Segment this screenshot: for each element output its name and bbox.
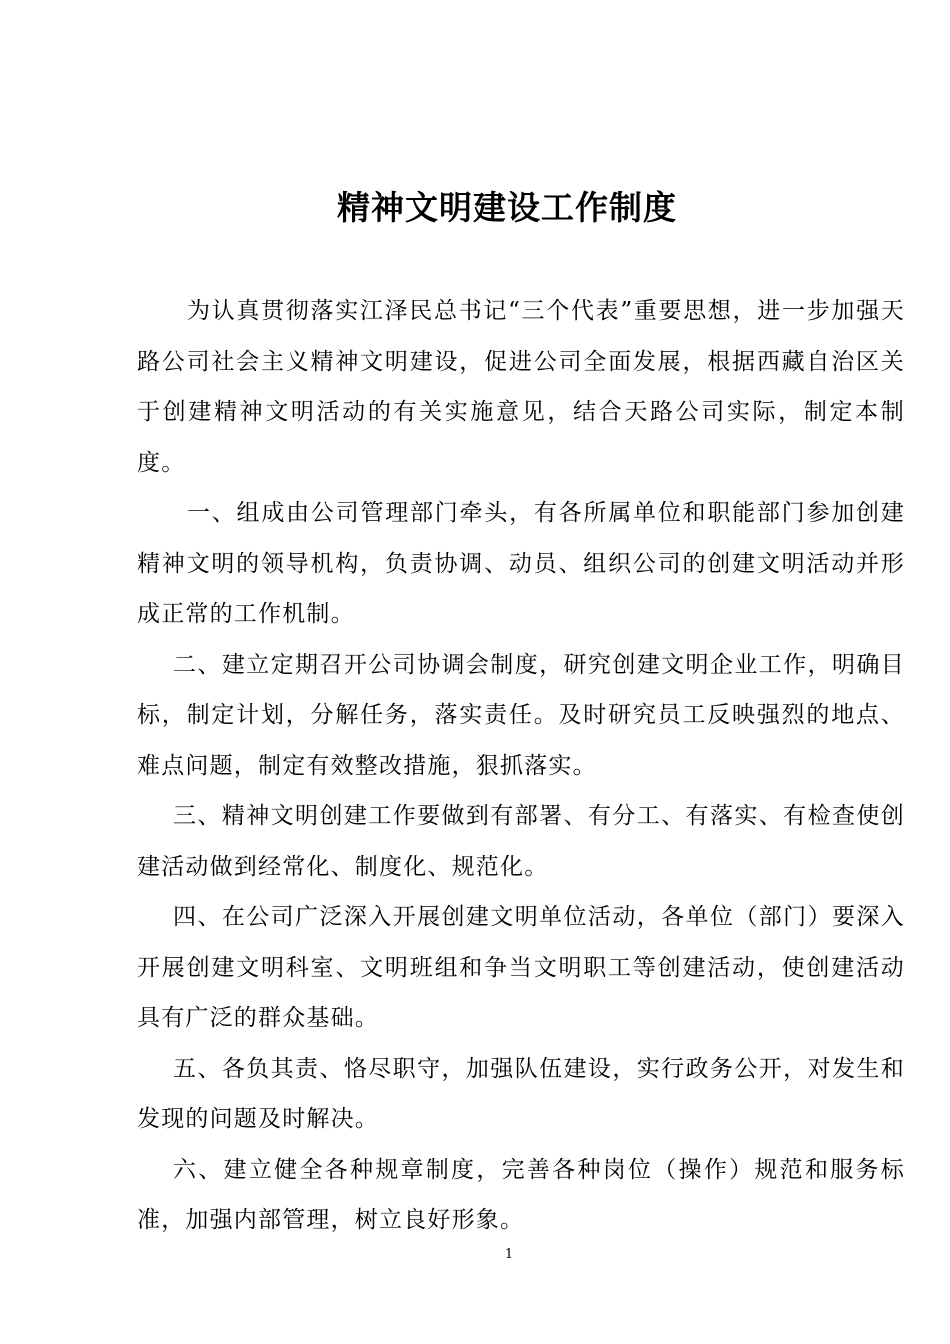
clause-3-paragraph: 三、精神文明创建工作要做到有部署、有分工、有落实、有检查使创建活动做到经常化、制度化、规范化。 (137, 803, 905, 880)
intro-paragraph: 为认真贯彻落实江泽民总书记“三个代表”重要思想，进一步加强天路公司社会主义精神文明建设，促进公司全面发展，根据西藏自治区关于创建精神文明活动的有关实施意见，结合天路公司实际，制定本制度。 (137, 298, 905, 476)
clause-1-paragraph: 一、组成由公司管理部门牵头，有各所属单位和职能部门参加创建精神文明的领导机构，负责协调、动员、组织公司的创建文明活动并形成正常的工作机制。 (137, 500, 905, 627)
page-number: 1 (504, 1247, 514, 1262)
clause-2-paragraph: 二、建立定期召开公司协调会制度，研究创建文明企业工作，明确目标，制定计划，分解任务，落实责任。及时研究员工反映强烈的地点、难点问题，制定有效整改措施，狠抓落实。 (137, 651, 905, 779)
clause-5-paragraph: 五、各负其责、恪尽职守，加强队伍建设，实行政务公开，对发生和发现的问题及时解决。 (137, 1055, 905, 1132)
clause-6-paragraph: 六、建立健全各种规章制度，完善各种岗位（操作）规范和服务标准，加强内部管理，树立良好形象。 (137, 1156, 905, 1233)
document-body (137, 286, 905, 1246)
document-title: 精神文明建设工作制度 (337, 188, 677, 227)
clause-4-paragraph: 四、在公司广泛深入开展创建文明单位活动，各单位（部门）要深入开展创建文明科室、文明班组和争当文明职工等创建活动，使创建活动具有广泛的群众基础。 (137, 904, 905, 1031)
